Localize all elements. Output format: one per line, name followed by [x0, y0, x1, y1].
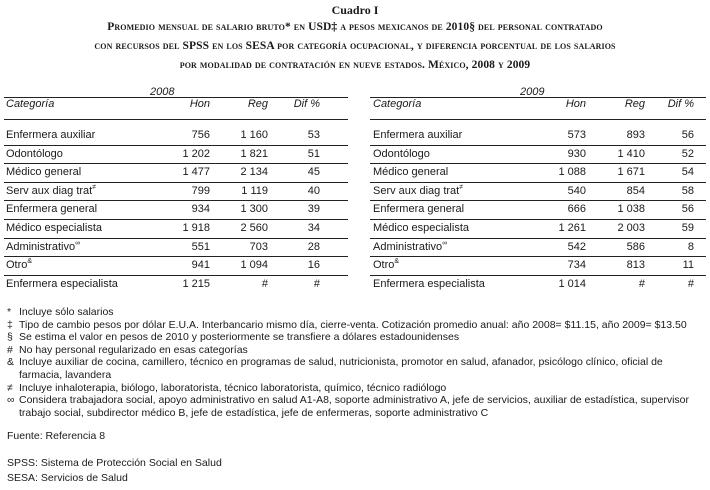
- year-label: 2009: [520, 86, 545, 98]
- category-cell: [373, 222, 469, 234]
- footnote: [7, 382, 707, 395]
- hon-value: 1 918: [182, 222, 210, 234]
- category-cell: [373, 259, 399, 271]
- category-cell: [6, 185, 96, 197]
- reg-value: 2 560: [240, 222, 268, 234]
- category-name: Médico especialista: [373, 222, 469, 234]
- reg-value: 2 003: [617, 222, 645, 234]
- footnote-symbol: ‡: [7, 318, 13, 331]
- reg-value: 1 671: [617, 166, 645, 179]
- category-cell: [6, 148, 63, 160]
- hon-value: 1 202: [182, 147, 210, 160]
- hon-value: 799: [191, 184, 210, 197]
- column-header-hon: Hon: [565, 98, 586, 110]
- hon-value: 666: [567, 203, 586, 216]
- reg-value: 813: [626, 259, 645, 272]
- footnote-symbol: #: [7, 343, 13, 356]
- category-name: Enfermera general: [6, 203, 98, 216]
- row-rule: [370, 145, 706, 146]
- header-rule: [4, 119, 348, 120]
- hon-value: 551: [191, 240, 210, 253]
- category-name: Administrativo: [373, 240, 443, 253]
- category-cell: [373, 148, 430, 160]
- dif-value: 11: [682, 259, 694, 272]
- row-rule: [370, 256, 706, 257]
- hon-value: 734: [567, 259, 586, 272]
- dif-value: #: [313, 277, 320, 290]
- hon-value: 1 088: [558, 166, 586, 179]
- dif-value: #: [687, 277, 694, 290]
- dif-value: 39: [307, 203, 320, 216]
- footnote-marker: ∞: [442, 239, 448, 247]
- hon-value: 934: [191, 203, 210, 216]
- row-rule: [370, 275, 706, 276]
- footnotes: [7, 306, 707, 419]
- column-header-reg: Reg: [624, 98, 645, 110]
- category-name: Enfermera auxiliar: [6, 129, 96, 141]
- dif-value: 45: [307, 166, 320, 179]
- category-name: Otro: [373, 259, 395, 272]
- category-name: Enfermera especialista: [6, 277, 118, 290]
- hon-value: 1 261: [558, 222, 586, 234]
- reg-value: 1 821: [240, 147, 268, 160]
- category-name: Otro: [6, 259, 28, 272]
- row-rule: [4, 145, 348, 146]
- hon-value: 930: [567, 147, 586, 160]
- row-rule: [4, 256, 348, 257]
- footnote-symbol: §: [7, 331, 13, 344]
- reg-value: 1 119: [241, 184, 268, 197]
- category-name: Administrativo: [6, 240, 76, 253]
- column-header-category: Categoría: [373, 98, 422, 110]
- dif-value: 51: [307, 147, 320, 160]
- hon-value: 1 477: [182, 166, 210, 179]
- category-name: Serv aux diag trat: [6, 184, 93, 197]
- column-header-hon: Hon: [189, 98, 210, 110]
- category-cell: [373, 203, 464, 215]
- year-label: 2008: [150, 86, 175, 98]
- category-cell: [6, 222, 102, 234]
- reg-value: 1 094: [240, 259, 268, 272]
- column-header-reg: Reg: [247, 98, 268, 110]
- hon-value: 941: [191, 259, 210, 272]
- column-header-category: Categoría: [6, 98, 55, 110]
- dif-value: 59: [681, 222, 694, 234]
- category-cell: [6, 166, 81, 178]
- footnote-symbol: ≠: [7, 381, 13, 394]
- table-title: [10, 18, 700, 75]
- row-rule: [4, 238, 348, 239]
- reg-value: 586: [626, 240, 645, 253]
- row-rule: [370, 238, 706, 239]
- footnote: [7, 344, 707, 357]
- footnote-text: Incluye inhaloterapia, biólogo, laboratorista, técnico laboratorista, químico, técnico radiólogo: [19, 381, 447, 394]
- hon-value: 542: [567, 240, 586, 253]
- title-line: Promedio mensual de salario bruto* en USD‡ a pesos mexicanos de 2010§ del personal contratado: [107, 21, 603, 33]
- category-name: Enfermera auxiliar: [373, 129, 463, 141]
- dif-value: 53: [307, 129, 320, 141]
- footnote-marker: ∞: [75, 239, 81, 247]
- reg-value: #: [261, 277, 268, 290]
- category-name: Odontólogo: [373, 147, 430, 160]
- dif-value: 40: [307, 184, 320, 197]
- category-name: Serv aux diag trat: [373, 184, 460, 197]
- dif-value: 16: [307, 259, 320, 272]
- footnote-symbol: &: [7, 356, 15, 369]
- category-cell: [6, 129, 95, 141]
- title-line: con recursos del SPSS en los SESA por categoría ocupacional, y diferencia porcentual de los salarios: [94, 40, 616, 52]
- abbreviation-spss: SPSS: Sistema de Protección Social en Salud: [7, 457, 222, 469]
- row-rule: [370, 163, 706, 164]
- dif-value: 34: [307, 222, 320, 234]
- footnote-text: Tipo de cambio pesos por dólar E.U.A. Interbancario mismo día, cierre-venta. Cotización promedio anual: año 2008= $11.15, año 2009= $13.50: [19, 318, 687, 331]
- footnote: [7, 306, 707, 319]
- footnote: [7, 319, 707, 332]
- reg-value: 703: [249, 240, 268, 253]
- footnote: [7, 331, 707, 344]
- dif-value: 58: [681, 184, 694, 197]
- row-rule: [4, 200, 348, 201]
- category-cell: [373, 166, 448, 178]
- category-cell: [6, 278, 118, 290]
- hon-value: 1 215: [182, 277, 210, 290]
- footnote-text: Considera trabajadora social, apoyo administrativo en salud A1-A8, soporte administrativo A, jefe de servicios, auxiliar de estadística, supervisor trabajo social, subdirector médico B, jefe de estadística, jefe de enfermeras, soporte administrativo C: [19, 394, 690, 419]
- reg-value: 1 038: [617, 203, 645, 216]
- row-rule: [370, 182, 706, 183]
- hon-value: 540: [567, 184, 586, 197]
- footnote: [7, 394, 707, 419]
- source-note: Fuente: Referencia 8: [7, 430, 106, 442]
- footnote-symbol: *: [7, 306, 12, 318]
- hon-value: 573: [567, 129, 586, 141]
- hon-value: 1 014: [558, 277, 586, 290]
- footnote-text: No hay personal regularizado en esas categorías: [19, 343, 248, 356]
- dif-value: 52: [681, 147, 694, 160]
- abbreviation-sesa: SESA: Servicios de Salud: [7, 472, 128, 484]
- row-rule: [370, 219, 706, 220]
- header-rule: [370, 119, 706, 120]
- dif-value: 8: [687, 240, 694, 253]
- footnote-marker: ≠: [92, 183, 97, 191]
- category-cell: [373, 129, 462, 141]
- category-name: Médico general: [373, 166, 449, 179]
- row-rule: [4, 275, 348, 276]
- footnote-text: Incluye auxiliar de cocina, camillero, técnico en programas de salud, nutricionista, promotor en salud, afanador, psicólogo clínico, oficial de farmacia, lavandera: [19, 356, 663, 381]
- reg-value: 1 160: [240, 129, 268, 141]
- reg-value: 893: [626, 129, 645, 141]
- row-rule: [370, 200, 706, 201]
- category-name: Médico general: [6, 166, 82, 179]
- reg-value: 1 410: [617, 147, 645, 160]
- footnote-marker: ≠: [459, 183, 464, 191]
- category-name: Enfermera general: [373, 203, 465, 216]
- reg-value: 1 300: [240, 203, 268, 216]
- category-cell: [373, 241, 447, 253]
- category-cell: [373, 185, 463, 197]
- column-header-dif: Dif %: [667, 98, 694, 110]
- category-cell: [373, 278, 485, 290]
- row-rule: [4, 219, 348, 220]
- reg-value: 2 134: [240, 166, 268, 179]
- column-header-dif: Dif %: [293, 98, 320, 110]
- row-rule: [4, 163, 348, 164]
- footnote-text: Se estima el valor en pesos de 2010 y posteriormente se transfiere a dólares estadounidenses: [19, 331, 460, 344]
- category-cell: [6, 203, 97, 215]
- category-cell: [6, 241, 80, 253]
- dif-value: 56: [681, 129, 694, 141]
- category-name: Médico especialista: [6, 222, 102, 234]
- reg-value: 854: [626, 184, 645, 197]
- hon-value: 756: [191, 129, 210, 141]
- footnote-marker: &: [394, 258, 400, 266]
- category-name: Enfermera especialista: [373, 277, 485, 290]
- table-caption: Cuadro I: [331, 3, 379, 17]
- dif-value: 54: [681, 166, 694, 179]
- footnote: [7, 356, 707, 381]
- footnote-text: Incluye sólo salarios: [19, 306, 114, 318]
- footnote-marker: &: [27, 258, 33, 266]
- reg-value: #: [638, 277, 645, 290]
- category-cell: [6, 259, 32, 271]
- row-rule: [4, 182, 348, 183]
- title-line: por modalidad de contratación en nueve estados. México, 2008 y 2009: [179, 59, 531, 71]
- category-name: Odontólogo: [6, 147, 63, 160]
- footnote-symbol: ∞: [7, 394, 15, 407]
- dif-value: 28: [307, 240, 320, 253]
- dif-value: 56: [681, 203, 694, 216]
